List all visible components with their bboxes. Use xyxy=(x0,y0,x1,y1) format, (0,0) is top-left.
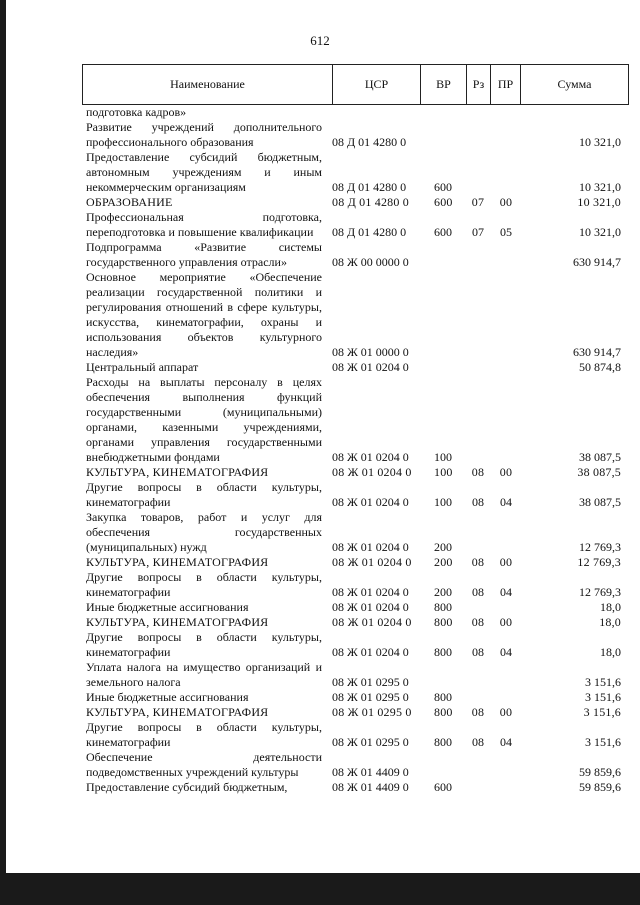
row-csr: 08 Ж 01 0204 0 xyxy=(332,495,409,509)
row-sum: 38 087,5 xyxy=(579,450,621,464)
row-sum: 59 859,6 xyxy=(579,780,621,794)
table-row xyxy=(82,210,629,240)
row-sum: 12 769,3 xyxy=(579,585,621,599)
row-csr: 08 Ж 01 0204 0 xyxy=(332,600,409,614)
row-csr: 08 Д 01 4280 0 xyxy=(332,135,407,149)
header-name: Наименование xyxy=(83,65,333,104)
row-vr: 100 xyxy=(434,495,452,509)
row-name: КУЛЬТУРА, КИНЕМАТОГРАФИЯ xyxy=(86,615,269,629)
header-pr: ПР xyxy=(491,65,521,104)
row-sum: 18,0 xyxy=(600,645,621,659)
row-pr: 00 xyxy=(499,555,513,569)
row-pr: 00 xyxy=(499,195,513,209)
table-row xyxy=(82,750,629,780)
row-vr: 800 xyxy=(434,615,453,629)
row-pr: 04 xyxy=(500,585,512,599)
row-name: Центральный аппарат xyxy=(86,360,199,374)
row-pr: 00 xyxy=(499,615,513,629)
row-csr: 08 Ж 01 0204 0 xyxy=(332,465,412,479)
table-body xyxy=(82,105,629,795)
row-vr: 100 xyxy=(434,465,453,479)
row-name: Уплата налога на имущество организаций и земельного налога xyxy=(86,660,322,689)
row-name: Иные бюджетные ассигнования xyxy=(86,690,249,704)
row-sum: 10 321,0 xyxy=(579,225,621,239)
row-csr: 08 Ж 01 0204 0 xyxy=(332,540,409,554)
header-sum: Сумма xyxy=(557,77,592,91)
table-row xyxy=(82,360,629,375)
row-vr: 200 xyxy=(434,585,452,599)
row-csr: 08 Ж 01 0204 0 xyxy=(332,360,409,374)
row-sum: 630 914,7 xyxy=(573,255,621,269)
row-name: Расходы на выплаты персоналу в целях обеспечения выполнения функций государственными (муниципальными) органами, казенными учреждениями, органами управления государственными внебюджетными фондами xyxy=(86,375,322,464)
row-name: Другие вопросы в области культуры, кинематографии xyxy=(86,480,322,509)
table-row xyxy=(82,105,629,120)
row-name: Основное мероприятие «Обеспечение реализации государственной политики и регулирования отношений в сфере культуры, искусства, кинематографии, охраны и использования объектов культурного наследия» xyxy=(86,270,322,359)
table-row xyxy=(82,555,629,570)
table-row xyxy=(82,270,629,360)
row-name: КУЛЬТУРА, КИНЕМАТОГРАФИЯ xyxy=(86,555,269,569)
row-vr: 800 xyxy=(434,645,452,659)
row-pr: 05 xyxy=(500,225,512,239)
row-rz: 07 xyxy=(472,225,484,239)
row-csr: 08 Ж 01 4409 0 xyxy=(332,780,409,794)
row-csr: 08 Ж 01 0295 0 xyxy=(332,705,412,719)
row-csr: 08 Ж 01 0204 0 xyxy=(332,615,412,629)
row-csr: 08 Ж 01 0000 0 xyxy=(332,345,409,359)
row-name: Подпрограмма «Развитие системы государственного управления отрасли» xyxy=(86,240,322,269)
row-rz: 08 xyxy=(472,645,484,659)
table-row xyxy=(82,195,629,210)
row-name: Другие вопросы в области культуры, кинематографии xyxy=(86,720,322,749)
row-rz: 08 xyxy=(472,495,484,509)
table-row xyxy=(82,120,629,150)
row-rz: 08 xyxy=(471,615,485,629)
row-csr: 08 Ж 01 0204 0 xyxy=(332,645,409,659)
row-sum: 59 859,6 xyxy=(579,765,621,779)
row-vr: 600 xyxy=(434,225,452,239)
row-csr: 08 Ж 01 4409 0 xyxy=(332,765,409,779)
row-pr: 04 xyxy=(500,645,512,659)
row-name: Другие вопросы в области культуры, кинематографии xyxy=(86,570,322,599)
row-sum: 10 321,0 xyxy=(579,135,621,149)
row-csr: 08 Ж 01 0204 0 xyxy=(332,585,409,599)
row-name: Другие вопросы в области культуры, кинематографии xyxy=(86,630,322,659)
header-rz: Рз xyxy=(467,65,491,104)
row-csr: 08 Ж 01 0204 0 xyxy=(332,450,409,464)
row-csr: 08 Ж 01 0295 0 xyxy=(332,690,409,704)
row-sum: 3 151,6 xyxy=(585,735,621,749)
row-csr: 08 Ж 01 0295 0 xyxy=(332,735,409,749)
row-rz: 08 xyxy=(471,465,485,479)
row-sum: 38 087,5 xyxy=(577,465,621,479)
table-row xyxy=(82,465,629,480)
row-name: Иные бюджетные ассигнования xyxy=(86,600,249,614)
row-rz: 08 xyxy=(472,735,484,749)
table-row xyxy=(82,705,629,720)
header-vr: ВР xyxy=(421,65,467,104)
row-sum: 50 874,8 xyxy=(579,360,621,374)
row-sum: 630 914,7 xyxy=(573,345,621,359)
table-row xyxy=(82,615,629,630)
table-row xyxy=(82,720,629,750)
row-name: ОБРАЗОВАНИЕ xyxy=(86,195,173,209)
row-name: Предоставление субсидий бюджетным, xyxy=(86,780,288,794)
scan-left-border xyxy=(0,0,6,905)
header-csr: ЦСР xyxy=(333,65,421,104)
row-name: КУЛЬТУРА, КИНЕМАТОГРАФИЯ xyxy=(86,465,269,479)
row-pr: 04 xyxy=(500,735,512,749)
table-row xyxy=(82,570,629,600)
row-name: Предоставление субсидий бюджетным, автономным учреждениям и иным некоммерческим организациям xyxy=(86,150,322,194)
row-csr: 08 Ж 00 0000 0 xyxy=(332,255,409,269)
row-sum: 10 321,0 xyxy=(577,195,621,209)
row-sum: 10 321,0 xyxy=(579,180,621,194)
row-csr: 08 Ж 01 0204 0 xyxy=(332,555,412,569)
scan-bottom-border xyxy=(0,873,640,905)
row-sum: 3 151,6 xyxy=(585,690,621,704)
row-sum: 18,0 xyxy=(600,600,621,614)
row-vr: 200 xyxy=(434,540,452,554)
page-number: 612 xyxy=(310,33,330,48)
row-name: Закупка товаров, работ и услуг для обеспечения государственных (муниципальных) нужд xyxy=(86,510,322,554)
table-row xyxy=(82,600,629,615)
table-row xyxy=(82,690,629,705)
row-csr: 08 Д 01 4280 0 xyxy=(332,225,407,239)
table-row xyxy=(82,480,629,510)
row-vr: 200 xyxy=(434,555,453,569)
row-sum: 3 151,6 xyxy=(583,705,621,719)
row-csr: 08 Д 01 4280 0 xyxy=(332,180,407,194)
row-vr: 800 xyxy=(434,690,452,704)
row-name: Развитие учреждений дополнительного профессионального образования xyxy=(86,120,322,149)
table-row xyxy=(82,780,629,795)
row-vr: 800 xyxy=(434,600,452,614)
row-rz: 08 xyxy=(472,585,484,599)
row-csr: 08 Д 01 4280 0 xyxy=(332,195,409,209)
table-header xyxy=(82,64,629,105)
table-row xyxy=(82,510,629,555)
row-vr: 600 xyxy=(434,180,452,194)
row-name: КУЛЬТУРА, КИНЕМАТОГРАФИЯ xyxy=(86,705,269,719)
row-name: Обеспечение деятельности подведомственных учреждений культуры xyxy=(86,750,322,779)
row-vr: 800 xyxy=(434,735,452,749)
row-rz: 08 xyxy=(471,705,485,719)
row-vr: 600 xyxy=(434,195,453,209)
row-sum: 18,0 xyxy=(599,615,621,629)
row-csr: 08 Ж 01 0295 0 xyxy=(332,675,409,689)
table-row xyxy=(82,375,629,465)
row-name: Профессиональная подготовка, переподготовка и повышение квалификации xyxy=(86,210,322,239)
table-row xyxy=(82,660,629,690)
row-vr: 100 xyxy=(434,450,452,464)
row-rz: 08 xyxy=(471,555,485,569)
row-vr: 800 xyxy=(434,705,453,719)
row-pr: 00 xyxy=(499,465,513,479)
row-sum: 3 151,6 xyxy=(585,675,621,689)
row-pr: 04 xyxy=(500,495,512,509)
row-pr: 00 xyxy=(499,705,513,719)
row-rz: 07 xyxy=(471,195,485,209)
table-row xyxy=(82,240,629,270)
table-row xyxy=(82,150,629,195)
row-sum: 12 769,3 xyxy=(579,540,621,554)
table-row xyxy=(82,630,629,660)
row-sum: 38 087,5 xyxy=(579,495,621,509)
row-name: подготовка кадров» xyxy=(86,105,187,119)
row-vr: 600 xyxy=(434,780,452,794)
row-sum: 12 769,3 xyxy=(577,555,621,569)
